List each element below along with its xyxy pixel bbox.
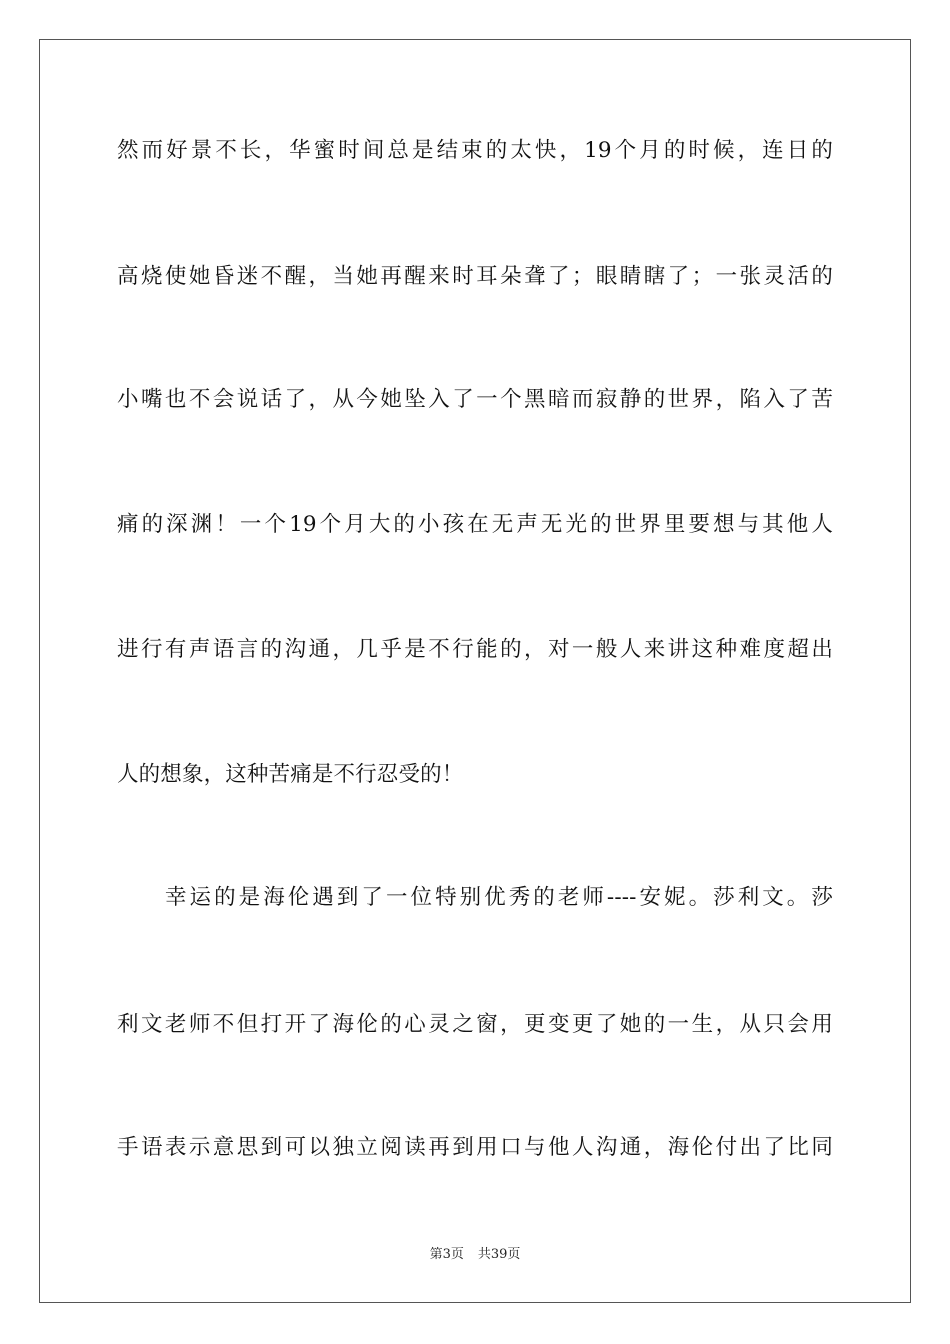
page-footer	[0, 1246, 950, 1264]
text-line-7: 幸运的是海伦遇到了一位特别优秀的老师----安妮。莎利文。莎	[165, 885, 833, 910]
page-border	[39, 39, 911, 1303]
text-line-3: 小嘴也不会说话了，从今她坠入了一个黑暗而寂静的世界，陷入了苦	[117, 387, 833, 412]
text-line-4: 痛的深渊！一个19个月大的小孩在无声无光的世界里要想与其他人	[117, 512, 833, 537]
text-line-9: 手语表示意思到可以独立阅读再到用口与他人沟通，海伦付出了比同	[117, 1135, 833, 1160]
page-number: 第3页	[429, 1247, 464, 1262]
text-line-8: 利文老师不但打开了海伦的心灵之窗，更变更了她的一生，从只会用	[117, 1012, 833, 1037]
text-line-5: 进行有声语言的沟通，几乎是不行能的，对一般人来讲这种难度超出	[117, 637, 833, 662]
text-line-6: 人的想象，这种苦痛是不行忍受的！	[117, 762, 464, 787]
page-total: 共39页	[477, 1247, 521, 1262]
text-line-2: 高烧使她昏迷不醒，当她再醒来时耳朵聋了；眼睛瞎了；一张灵活的	[117, 264, 833, 289]
text-line-1: 然而好景不长，华蜜时间总是结束的太快，19个月的时候，连日的	[117, 138, 833, 163]
